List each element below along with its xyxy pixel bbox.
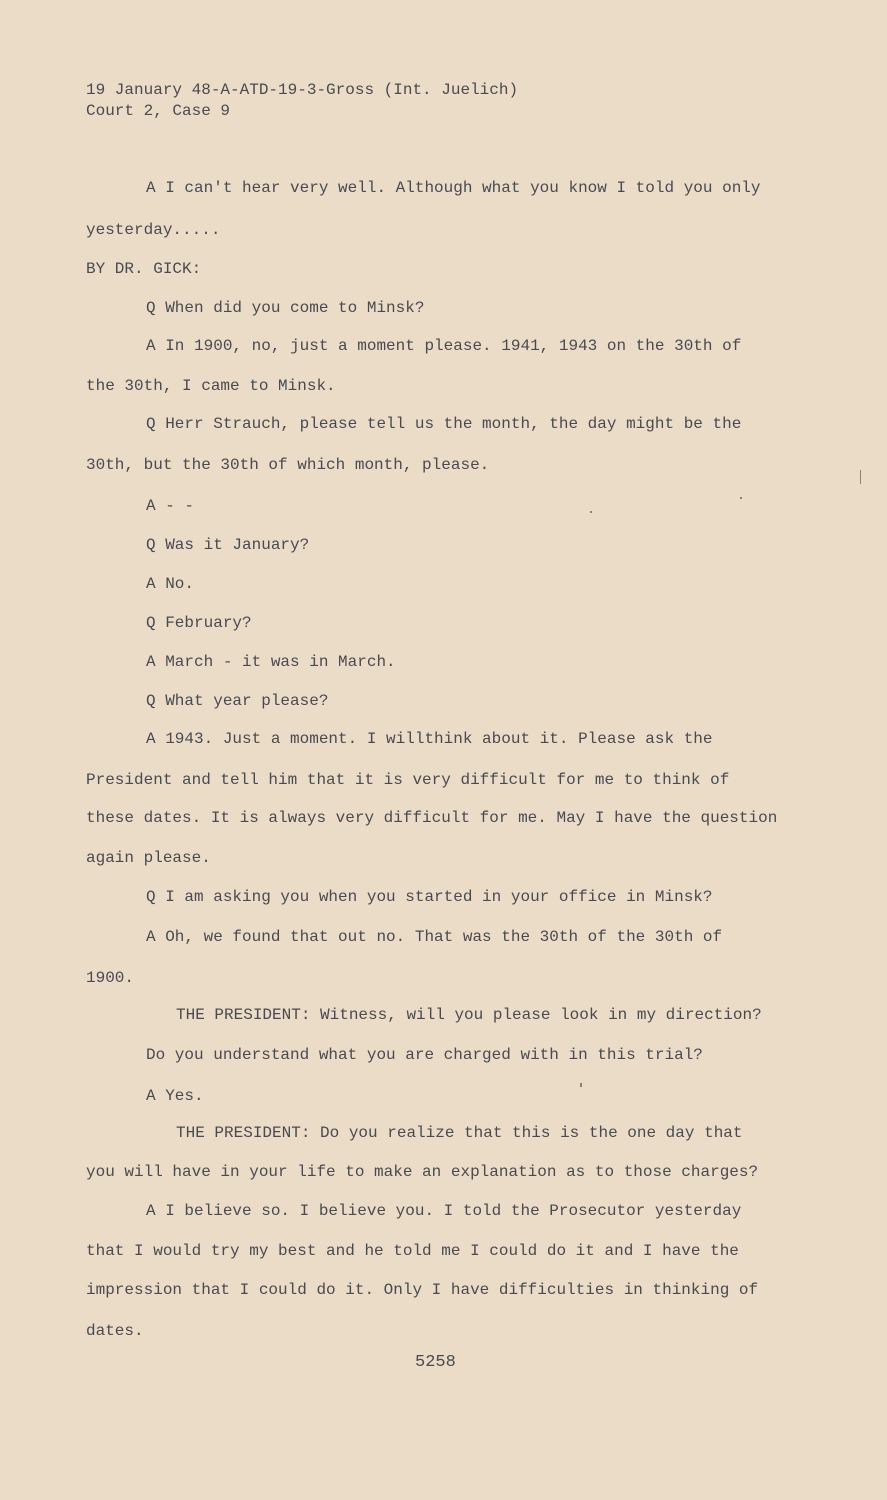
transcript-line: Q February? (146, 614, 252, 632)
transcript-line: you will have in your life to make an explanation as to those charges? (86, 1163, 759, 1181)
header-line-2: Court 2, Case 9 (86, 102, 231, 120)
transcript-line: these dates. It is always very difficult for me. May I have the question (86, 809, 778, 827)
transcript-line: A In 1900, no, just a moment please. 1941, 1943 on the 30th of (146, 337, 742, 355)
transcript-line: the 30th, I came to Minsk. (86, 377, 336, 395)
transcript-line: A - - (146, 497, 195, 515)
transcript-line: A 1943. Just a moment. I willthink about it. Please ask the (146, 730, 713, 748)
transcript-line: A I can't hear very well. Although what you know I told you only (146, 179, 761, 197)
transcript-line: A March - it was in March. (146, 653, 396, 671)
transcript-line: that I would try my best and he told me I could do it and I have the (86, 1242, 739, 1260)
transcript-line: Q I am asking you when you started in your office in Minsk? (146, 888, 713, 906)
transcript-line: THE PRESIDENT: Do you realize that this is the one day that (176, 1124, 743, 1142)
transcript-line: 30th, but the 30th of which month, please. (86, 456, 490, 474)
transcript-line: A I believe so. I believe you. I told the Prosecutor yesterday (146, 1202, 742, 1220)
transcript-line: A Oh, we found that out no. That was the 30th of the 30th of (146, 928, 723, 946)
transcript-line: BY DR. GICK: (86, 260, 202, 278)
transcript-line: THE PRESIDENT: Witness, will you please look in my direction? (176, 1006, 762, 1024)
transcript-line: Q When did you come to Minsk? (146, 299, 425, 317)
header-line-1: 19 January 48-A-ATD-19-3-Gross (Int. Juelich) (86, 81, 519, 99)
transcript-line: Q Herr Strauch, please tell us the month, the day might be the (146, 415, 742, 433)
transcript-line: Q Was it January? (146, 536, 310, 554)
paper-mark (860, 470, 861, 484)
transcript-line: yesterday..... (86, 221, 221, 239)
transcript-line: impression that I could do it. Only I have difficulties in thinking of (86, 1281, 759, 1299)
transcript-line: President and tell him that it is very difficult for me to think of (86, 771, 730, 789)
transcript-line: Q What year please? (146, 692, 329, 710)
page-number: 5258 (415, 1353, 456, 1372)
transcript-line: again please. (86, 849, 211, 867)
paper-mark (590, 511, 592, 513)
transcript-line: A No. (146, 575, 195, 593)
transcript-line: Do you understand what you are charged with in this trial? (146, 1046, 703, 1064)
paper-mark (580, 1083, 582, 1087)
transcript-line: 1900. (86, 969, 135, 987)
paper-mark (740, 497, 742, 499)
transcript-line: A Yes. (146, 1087, 204, 1105)
transcript-line: dates. (86, 1322, 144, 1340)
document-header (86, 80, 518, 122)
